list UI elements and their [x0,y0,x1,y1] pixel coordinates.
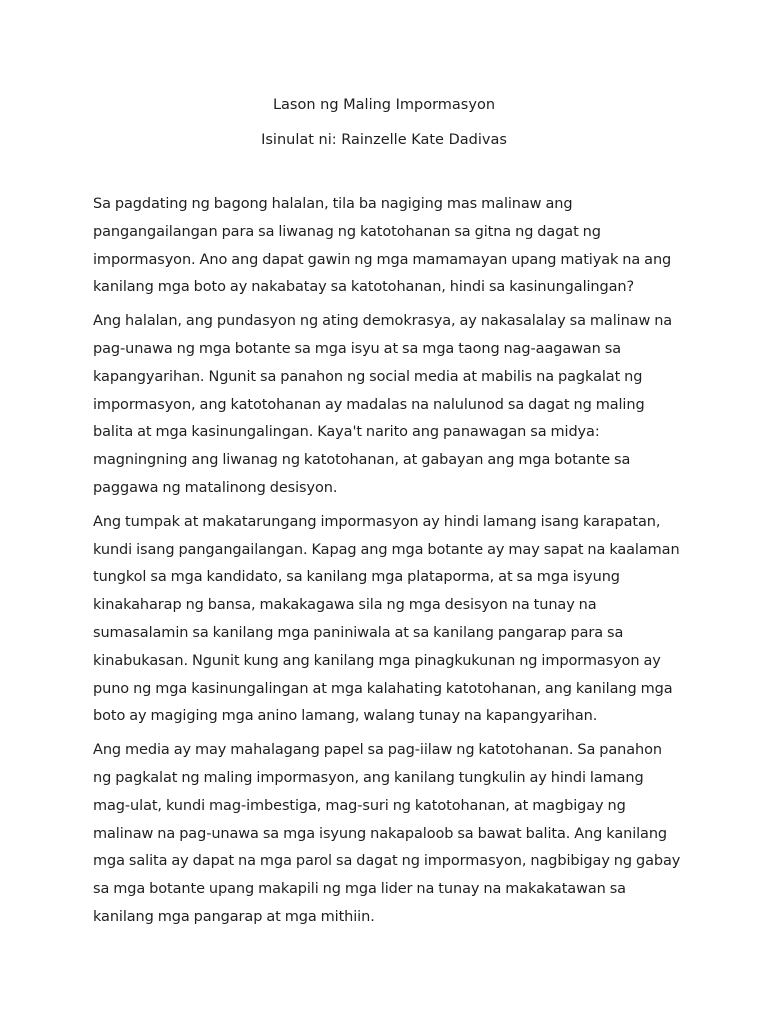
document-body [93,191,683,938]
paragraph-4: Ang media ay may mahalagang papel sa pag-iilaw ng katotohanan. Sa panahon ng pagkalat ng maling impormasyon, ang kanilang tungkulin ay hindi lamang mag-ulat, kundi mag-imbestiga, mag-suri ng katotohanan, at magbigay ng malinaw na pag-unawa sa mga isyung nakapaloob sa bawat balita. Ang kanilang mga salita ay dapat na mga parol sa dagat ng impormasyon, nagbibigay ng gabay sa mga botante upang makapili ng mga lider na tunay na makakatawan sa kanilang mga pangarap at mga mithiin. [93,742,681,925]
paragraph-2: Ang halalan, ang pundasyon ng ating demokrasya, ay nakasalalay sa malinaw na pag-unawa ng mga botante sa mga isyu at sa mga taong nag-aagawan sa kapangyarihan. Ngunit sa panahon ng social media at mabilis na pagkalat ng impormasyon, ang katotohanan ay madalas na nalulunod sa dagat ng maling balita at mga kasinungalingan. Kaya't narito ang panawagan sa midya: magningning ang liwanag ng katotohanan, at gabayan ang mga botante sa paggawa ng matalinong desisyon. [93,313,673,496]
paragraph-1: Sa pagdating ng bagong halalan, tila ba nagiging mas malinaw ang pangangailangan para sa liwanag ng katotohanan sa gitna ng dagat ng impormasyon. Ano ang dapat gawin ng mga mamamayan upang matiyak na ang kanilang mga boto ay nakabatay sa katotohanan, hindi sa kasinungalingan? [93,196,672,296]
document-author: Isinulat ni: Rainzelle Kate Dadivas [261,132,507,148]
document-title: Lason ng Maling Impormasyon [272,97,496,113]
paragraph-3: Ang tumpak at makatarungang impormasyon ay hindi lamang isang karapatan, kundi isang pangangailangan. Kapag ang mga botante ay may sapat na kaalaman tungkol sa mga kandidato, sa kanilang mga plataporma, at sa mga isyung kinakaharap ng bansa, makakagawa sila ng mga desisyon na tunay na sumasalamin sa kanilang mga paniniwala at sa kanilang pangarap para sa kinabukasan. Ngunit kung ang kanilang mga pinagkukunan ng impormasyon ay puno ng mga kasinungalingan at mga kalahating katotohanan, ang kanilang mga boto ay magiging mga anino lamang, walang tunay na kapangyarihan. [93,513,680,725]
